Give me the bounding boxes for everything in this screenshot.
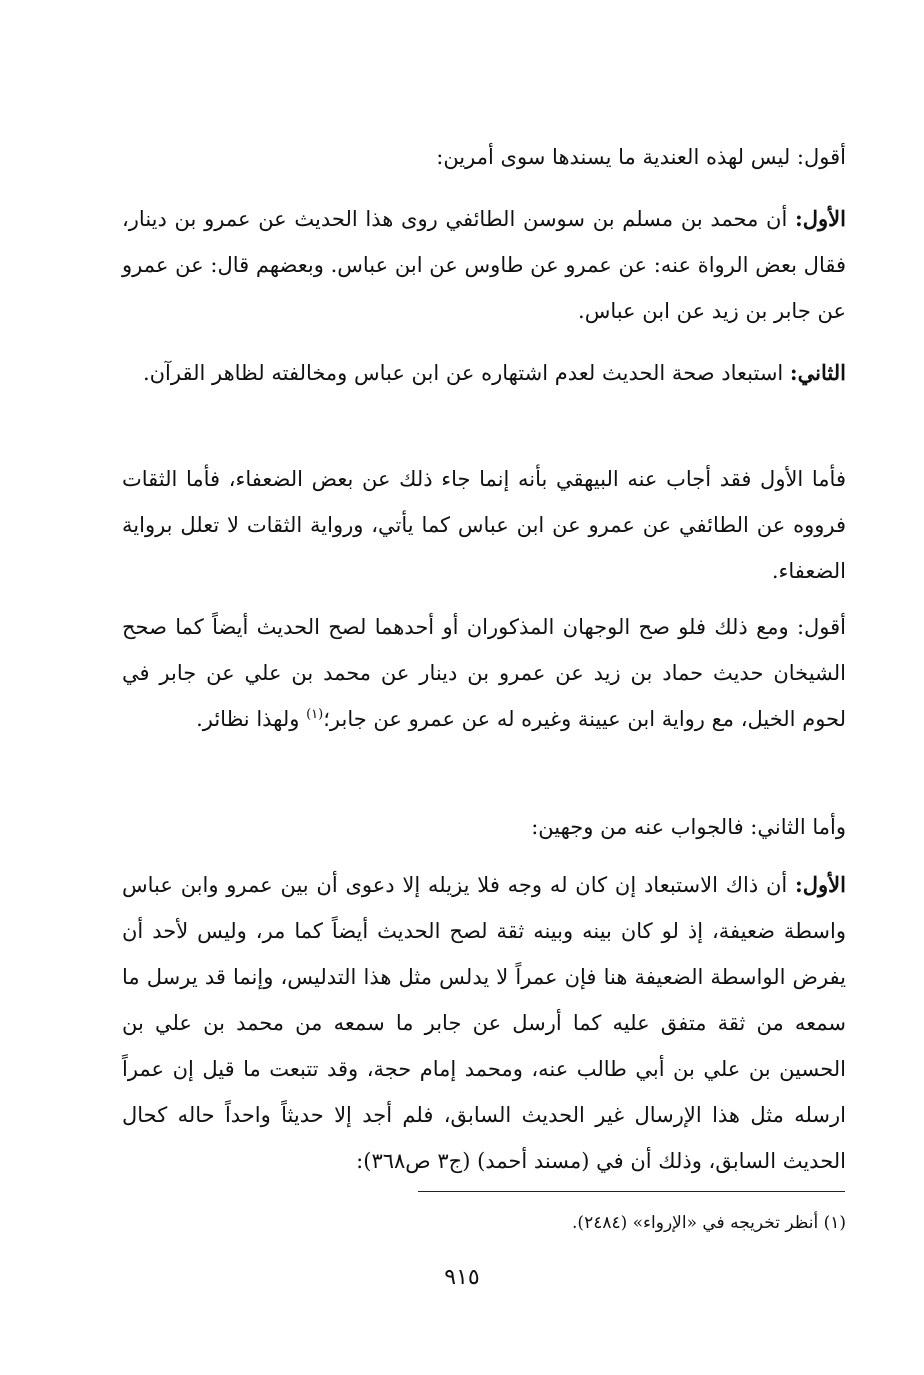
page-number: ٩١٥ <box>444 1265 480 1290</box>
footnote-reference[interactable]: (١) <box>306 707 324 722</box>
footnote-divider <box>418 1191 845 1192</box>
paragraph-text: أقول: ليس لهذه العندية ما يسندها سوى أمرين: <box>436 145 846 169</box>
paragraph-text: استبعاد صحة الحديث لعدم اشتهاره عن ابن عباس ومخالفته لظاهر القرآن. <box>142 361 790 385</box>
paragraph-lead: الأول: <box>795 206 846 231</box>
paragraph-first-answer <box>122 862 846 1184</box>
paragraph-author-comment <box>122 604 846 742</box>
paragraph-lead: الأول: <box>795 872 846 897</box>
paragraph-bayhaqi-answer <box>122 456 846 594</box>
paragraph-intro <box>122 134 846 180</box>
footnote: (١) أنظر تخريجه في «الإرواء» (٢٤٨٤). <box>572 1213 846 1233</box>
paragraph-text: أن محمد بن مسلم بن سوسن الطائفي روى هذا الحديث عن عمرو بن دينار، فقال بعض الرواة عنه: عن عمرو عن طاوس عن ابن عباس. وبعضهم قال: عن عمرو عن جابر بن زيد عن ابن عباس. <box>122 207 846 323</box>
paragraph-text: فأما الأول فقد أجاب عنه البيهقي بأنه إنما جاء ذلك عن بعض الضعفاء، فأما الثقات فرووه عن الطائفي عن عمرو عن ابن عباس كما يأتي، ورواية الثقات لا تعلل برواية الضعفاء. <box>122 467 846 583</box>
paragraph-text: أقول: ومع ذلك فلو صح الوجهان المذكوران أو أحدهما لصح الحديث أيضاً كما صحح الشيخان حديث حماد بن زيد عن عمرو بن دينار عن محمد بن علي عن جابر في لحوم الخيل، مع رواية ابن عيينة وغيره له عن عمرو عن جابر؛ <box>122 615 846 731</box>
paragraph-second-answer-intro <box>122 804 846 850</box>
paragraph-text-continued: ولهذا نظائر. <box>196 707 307 731</box>
paragraph-text: وأما الثاني: فالجواب عنه من وجهين: <box>531 815 846 839</box>
paragraph-second-reason <box>122 350 846 396</box>
paragraph-text: أن ذاك الاستبعاد إن كان له وجه فلا يزيله إلا دعوى أن بين عمرو وابن عباس واسطة ضعيفة، إذ لو كان بينه وبينه ثقة لصح الحديث أيضاً كما مر، وليس لأحد أن يفرض الواسطة الضعيفة هنا فإن عمراً لا يدلس مثل هذا التدليس، وإنما قد يرسل ما سمعه من ثقة متفق عليه كما أرسل عن جابر ما سمعه من محمد بن علي بن الحسين بن علي بن أبي طالب عنه، ومحمد إمام حجة، وقد تتبعت ما قيل إن عمراً ارسله مثل هذا الإرسال غير الحديث السابق، فلم أجد إلا حديثاً واحداً حاله كحال الحديث السابق، وذلك أن في (مسند أحمد) (ج٣ ص٣٦٨): <box>122 873 846 1173</box>
paragraph-first-reason <box>122 196 846 334</box>
paragraph-lead: الثاني: <box>789 360 846 385</box>
